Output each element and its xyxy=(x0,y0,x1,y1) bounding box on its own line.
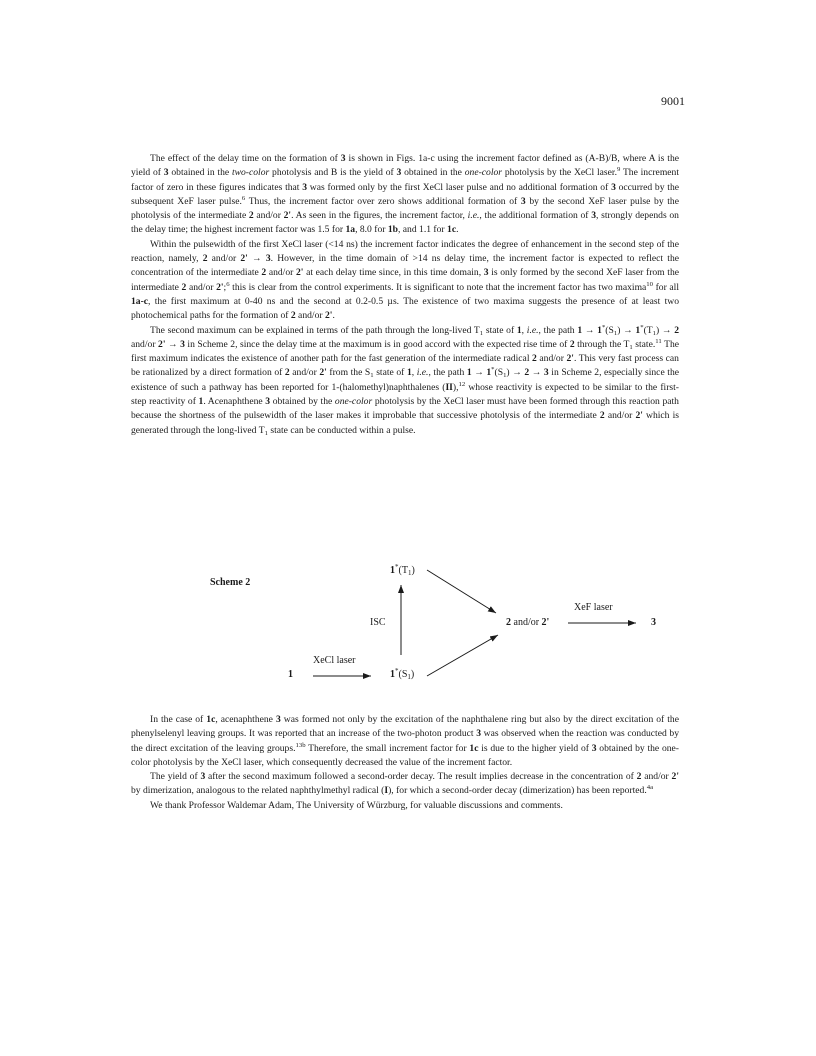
compound-ref: I xyxy=(384,785,389,797)
s1-state-label xyxy=(390,669,414,680)
arrow-t1-to-2 xyxy=(427,570,496,613)
text-run: → xyxy=(582,324,598,336)
text-run: photolysis and B is the yield of xyxy=(269,167,397,179)
compound-ref: 3 xyxy=(591,210,596,222)
text-run: The effect of the delay time on the formation of xyxy=(150,153,341,164)
text-run: by the second XeF laser pulse by the photolysis of the intermediate xyxy=(131,195,679,222)
start-compound-label xyxy=(288,669,293,680)
text-run: ) → xyxy=(506,367,525,379)
text-run: occurred by the subsequent XeF laser pulse. xyxy=(131,181,679,207)
paragraph-second-maximum xyxy=(131,324,679,438)
compound-ref: 3 xyxy=(200,771,206,783)
text-run: state. xyxy=(632,338,656,350)
compound-ref: 3 xyxy=(611,181,616,193)
citation-superscript: 9 xyxy=(616,166,621,174)
text-run: We thank Professor Waldemar Adam, The University of Würzburg, for valuable discussions and comments. xyxy=(150,799,563,811)
compound-ref: 1 xyxy=(390,669,395,680)
text-run: through the T xyxy=(574,338,630,350)
text-run: ; xyxy=(223,281,227,293)
compound-ref: 1a-c xyxy=(131,295,149,307)
citation-superscript: 13b xyxy=(295,741,306,749)
compound-ref: 1 xyxy=(390,565,395,576)
product-label xyxy=(651,617,656,628)
text-run: , acenaphthene xyxy=(215,714,276,725)
text-run: and/or xyxy=(131,338,159,350)
paragraph-pulsewidth xyxy=(131,238,679,324)
citation-superscript: 12 xyxy=(458,380,466,388)
t1-state-label xyxy=(390,565,415,576)
text-run: state of xyxy=(373,367,407,379)
compound-ref: 3 xyxy=(396,167,402,179)
text-run: Thus, the increment factor over zero shows additional formation of xyxy=(245,195,521,207)
page-number: 9001 xyxy=(661,94,685,108)
subscript: 1 xyxy=(629,343,633,351)
compound-ref: 2' xyxy=(635,410,643,422)
compound-ref: 1 xyxy=(466,367,472,379)
italic-term: i.e. xyxy=(526,324,539,336)
text-run: was formed not only by the excitation of the naphthalene ring but also by the direct excitation of the phenylselenyl leaving groups. It was reported that an increase of the two-photon product xyxy=(131,714,679,740)
italic-term: i.e. xyxy=(467,210,480,222)
text-run: (S xyxy=(398,669,408,680)
text-run: for all xyxy=(653,281,679,293)
text-run: → xyxy=(165,338,181,350)
paragraph-acknowledgment xyxy=(131,799,679,813)
compound-ref: 2 xyxy=(248,210,254,222)
text-run: in Scheme 2, especially since the existence of such a pathway has been reported for 1-(halomethyl)naphthalenes ( xyxy=(131,367,679,393)
compound-ref: 2' xyxy=(158,338,166,350)
text-run: and/or xyxy=(289,367,320,379)
isc-label: ISC xyxy=(370,617,386,628)
text-run: photolysis by the XeCl laser. xyxy=(502,167,617,179)
scheme-arrows xyxy=(200,555,680,695)
compound-ref: 1c xyxy=(206,714,216,725)
compound-ref: 1b xyxy=(387,224,398,236)
compound-ref: 1c xyxy=(447,224,457,236)
xecl-laser-label: XeCl laser xyxy=(313,655,356,666)
compound-ref: 2' xyxy=(283,210,292,222)
compound-ref: 1 xyxy=(635,324,641,336)
text-run: . However, in the time domain of >14 ns delay time, the increment factor is expected to reflect the concentration of the intermediate xyxy=(131,253,679,279)
text-run: The yield of xyxy=(150,771,201,783)
text-run: , xyxy=(521,324,527,336)
compound-ref: 3 xyxy=(275,714,281,725)
compound-ref: 1 xyxy=(486,367,492,379)
text-run: is due to the higher yield of xyxy=(478,742,592,754)
compound-ref: 2' xyxy=(324,310,333,322)
compound-ref: 2' xyxy=(566,353,574,365)
text-run: (T xyxy=(643,324,653,336)
compound-ref: II xyxy=(445,381,453,393)
compound-ref: 2 xyxy=(532,353,537,365)
text-run: ), xyxy=(452,381,459,393)
text-run: and/or xyxy=(604,410,636,422)
scheme-title: Scheme 2 xyxy=(210,577,251,588)
compound-ref: 1 xyxy=(516,324,522,336)
subscript: 1 xyxy=(479,329,484,337)
text-run: ), for which a second-order decay (dimerization) has been reported. xyxy=(388,785,647,797)
text-run: , the path xyxy=(428,367,467,379)
text-run: , strongly depends on the delay time; the highest increment factor was 1.5 for xyxy=(131,210,679,236)
intermediate-label xyxy=(506,617,549,628)
superscript: * xyxy=(640,323,644,331)
compound-ref: 3 xyxy=(520,195,526,207)
italic-term: two-color xyxy=(231,167,270,179)
paragraph-delay-time-effect xyxy=(131,152,679,238)
superscript: * xyxy=(491,366,495,374)
italic-term: one-color xyxy=(464,167,503,179)
text-run: was formed only by the first XeCl laser pulse and no additional formation of xyxy=(307,181,612,193)
text-run: , the additional formation of xyxy=(479,210,592,222)
compound-ref: 3 xyxy=(163,167,169,179)
xef-laser-label: XeF laser xyxy=(574,602,613,613)
text-run: and/or xyxy=(641,771,672,783)
text-run: state can be conducted within a pulse. xyxy=(267,424,416,436)
compound-ref: 2' xyxy=(671,771,679,783)
text-run: (S xyxy=(494,367,504,379)
compound-ref: 2' xyxy=(240,253,248,265)
text-run: ) xyxy=(411,565,415,576)
compound-ref: 2' xyxy=(541,617,550,628)
compound-ref: 1a xyxy=(345,224,356,236)
text-run: photolysis by the XeCl laser must have been formed through this reaction path because the shortness of the pulsewidth of the laser makes it improbable that successive photolysis of the intermediate xyxy=(131,396,679,422)
compound-ref: 3 xyxy=(543,367,549,379)
compound-ref: 2 xyxy=(674,324,679,336)
text-run: from the S xyxy=(326,367,371,379)
compound-ref: 3 xyxy=(591,742,597,754)
text-run: The increment factor of zero in these figures indicates that xyxy=(131,167,680,193)
compound-ref: 1 xyxy=(198,396,204,408)
text-run: . As seen in the figures, the increment factor, xyxy=(291,210,468,222)
citation-superscript: 4a xyxy=(646,784,654,792)
italic-term: i.e. xyxy=(416,367,429,379)
compound-ref: 3 xyxy=(340,153,346,164)
body-text-upper xyxy=(131,152,679,438)
subscript: 1 xyxy=(407,569,412,577)
paragraph-second-order-decay xyxy=(131,770,679,799)
citation-superscript: 6 xyxy=(241,194,246,202)
compound-ref: 2 xyxy=(290,310,296,322)
compound-ref: 2 xyxy=(202,253,208,265)
text-run: → xyxy=(471,367,487,379)
text-run: ) xyxy=(410,669,415,680)
text-run: , xyxy=(411,367,417,379)
text-run: at each delay time since, in this time domain, xyxy=(303,267,484,279)
text-run: , and 1.1 for xyxy=(397,224,448,236)
text-run: (T xyxy=(398,565,408,576)
compound-ref: 3 xyxy=(302,181,308,193)
text-run: after the second maximum followed a second-order decay. The result implies decrease in the concentration of xyxy=(205,771,637,783)
compound-ref: 1 xyxy=(406,367,412,379)
paragraph-case-1c xyxy=(131,713,679,770)
citation-superscript: 11 xyxy=(655,337,662,345)
text-run: ) → xyxy=(655,324,675,336)
text-run: this is clear from the control experiments. It is significant to note that the increment factor has two maxima xyxy=(229,281,647,293)
text-run: . Acenaphthene xyxy=(203,396,266,408)
text-run: obtained by the one-color photolysis by the XeCl laser, which consequently decreased the value of the increment factor. xyxy=(131,742,679,768)
text-run: state of xyxy=(483,324,517,336)
text-run: → xyxy=(529,367,544,379)
text-run: and/or xyxy=(266,267,296,279)
text-run: → xyxy=(247,253,266,265)
superscript: * xyxy=(395,563,399,571)
compound-ref: 3 xyxy=(476,728,481,740)
text-run: ) → xyxy=(617,324,636,336)
text-run: (S xyxy=(605,324,614,336)
text-run: is only formed by the second XeF laser from the intermediate xyxy=(131,267,679,293)
compound-ref: 2 xyxy=(524,367,530,379)
compound-ref: 3 xyxy=(265,253,271,265)
text-run: . This very fast process can be rationalized by a direct formation of xyxy=(131,353,679,379)
text-run: Within the pulsewidth of the first XeCl laser (<14 ns) the increment factor indicates the degree of enhancement in the second step of the reaction, namely, xyxy=(131,238,679,265)
subscript: 1 xyxy=(370,372,374,380)
compound-ref: 1 xyxy=(597,324,602,336)
body-text-lower xyxy=(131,713,679,813)
text-run: Therefore, the small increment factor for xyxy=(305,742,470,754)
text-run: , 8.0 for xyxy=(355,224,388,236)
compound-ref: 2 xyxy=(261,267,267,279)
text-run: and/or xyxy=(186,281,217,293)
compound-ref: 3 xyxy=(651,617,656,628)
subscript: 1 xyxy=(613,329,618,337)
citation-superscript: 6 xyxy=(226,280,230,288)
text-run: The first maximum indicates the existence of another path for the fast generation of the intermediate radical xyxy=(131,338,680,365)
text-run: and/or xyxy=(536,353,567,365)
text-run: The second maximum can be explained in terms of the path through the long-lived T xyxy=(150,324,480,336)
superscript: * xyxy=(601,323,606,331)
compound-ref: 3 xyxy=(483,267,489,279)
text-run: which is generated through the long-lived T xyxy=(131,410,679,436)
compound-ref: 3 xyxy=(180,338,185,350)
italic-term: one-color xyxy=(334,396,373,408)
text-run: . xyxy=(456,224,459,236)
compound-ref: 2 xyxy=(181,281,187,293)
subscript: 1 xyxy=(264,429,268,437)
text-run: and/or xyxy=(295,310,325,322)
subscript: 1 xyxy=(407,673,411,681)
subscript: 1 xyxy=(503,372,507,380)
text-run: is shown in Figs. 1a-c using the increment factor defined as (A-B)/B, where A is the yield of xyxy=(131,153,679,179)
subscript: 1 xyxy=(652,329,656,337)
compound-ref: 2 xyxy=(284,367,290,379)
scheme-2-diagram xyxy=(200,555,680,695)
superscript: * xyxy=(395,667,399,675)
text-run: , the first maximum at 0-40 ns and the second at 0.2-0.5 µs. The existence of two maxima suggests the presence of at least two photochemical paths for the formation of xyxy=(131,295,679,322)
text-run: by dimerization, analogous to the related naphthylmethyl radical ( xyxy=(131,785,385,797)
text-run: in Scheme 2, since the delay time at the maximum is in good accord with the expected rise time of xyxy=(184,338,570,350)
compound-ref: 2 xyxy=(506,617,511,628)
compound-ref: 2' xyxy=(319,367,327,379)
text-run: whose reactivity is expected to be similar to the first-step reactivity of xyxy=(131,381,679,408)
compound-ref: 1c xyxy=(469,742,479,754)
compound-ref: 2 xyxy=(599,410,605,422)
text-run: In the case of xyxy=(150,714,207,725)
text-run: was observed when the reaction was conducted by the direct excitation of the leaving groups. xyxy=(131,728,679,754)
text-run: , the path xyxy=(538,324,578,336)
text-run: and/or xyxy=(253,210,284,222)
compound-ref: 2 xyxy=(636,771,642,783)
text-run: . xyxy=(332,310,335,322)
compound-ref: 2' xyxy=(216,281,224,293)
text-run: obtained in the xyxy=(401,167,465,179)
text-run: and/or xyxy=(207,253,241,265)
arrow-s1-to-2 xyxy=(427,635,498,676)
citation-superscript: 10 xyxy=(646,280,654,288)
text-run: and/or xyxy=(511,617,542,628)
compound-ref: 2 xyxy=(569,338,575,350)
compound-ref: 1 xyxy=(577,324,583,336)
compound-ref: 3 xyxy=(265,396,271,408)
compound-ref: 1 xyxy=(288,669,293,680)
compound-ref: 2' xyxy=(295,267,304,279)
text-run: obtained by the xyxy=(270,396,335,408)
text-run: obtained in the xyxy=(168,167,232,179)
